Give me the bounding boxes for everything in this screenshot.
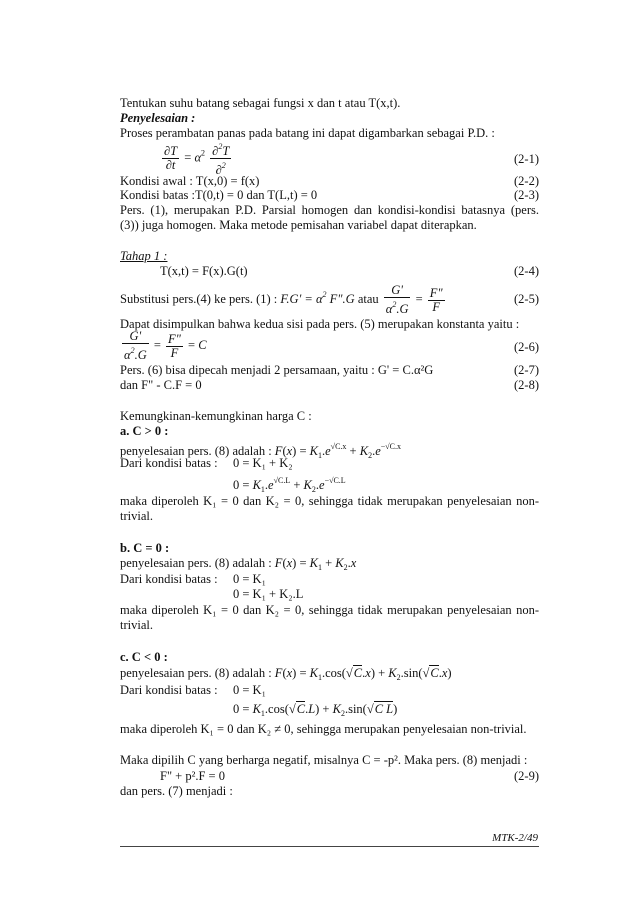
text-line: Dari kondisi batas : <box>120 456 218 470</box>
boundary-row <box>120 456 539 470</box>
footer-rule <box>120 846 539 847</box>
text-line: 0 = K₁ <box>233 683 266 697</box>
text-line: penyelesaian pers. (8) adalah : <box>120 666 272 680</box>
text-line: (3)) juga homogen. Maka metode pemisahan variabel dapat diterapkan. <box>120 218 477 232</box>
equation-constant: $\frac{G'}{\alpha^2.G}$ = $\frac{F"}{F}$ = C <box>124 329 207 362</box>
text-line: Pers. (6) bisa dipecah menjadi 2 persamaan, yaitu : G' = C.α²G <box>120 363 434 377</box>
equation-case-a: penyelesaian pers. (8) adalah : $F(x) = K_1.e^{√C.x} + K_2.e^{-√C.x}$ <box>120 442 401 460</box>
equation-case-b: penyelesaian pers. (8) adalah : $F(x) = K_1 + K_2.x$ <box>120 556 357 572</box>
case-heading: a. C > 0 : <box>120 424 169 438</box>
text-line: Kondisi batas :T(0,t) = 0 dan T(L,t) = 0 <box>120 188 318 202</box>
text-line: Dari kondisi batas : <box>120 572 218 586</box>
equation-case-c: penyelesaian pers. (8) adalah : $F(x) = K_1.\cos(√C.x) + K_2.\sin(√C.x)$ <box>120 666 452 682</box>
equation-line: $0 = K_1.\cos(√C.L) + K_2.\sin(√C$ L) <box>233 702 398 718</box>
text-line: Substitusi pers.(4) ke pers. (1) : <box>120 291 278 306</box>
text-line: Kondisi awal : T(x,0) = f(x) <box>120 174 260 188</box>
text-line: F" + p².F = 0 <box>160 769 225 783</box>
text-line: dan F" - C.F = 0 <box>120 378 202 392</box>
equation-number: (2-6) <box>514 340 539 354</box>
text-line: penyelesaian pers. (8) adalah : <box>120 444 272 458</box>
equation-number: (2-1) <box>514 152 539 166</box>
subsection-heading: Tahap 1 : <box>120 249 168 263</box>
equation-heat: $\frac{\partial T}{\partial t}$ = $\alpha^2$ $\frac{\partial^2T}{\partial^2}$ <box>164 142 230 177</box>
text-line: dan pers. (7) menjadi : <box>120 784 233 798</box>
text-line: trivial. <box>120 618 153 632</box>
text-line: maka diperoleh K₁ = 0 dan K₂ ≠ 0, sehingga merupakan penyelesaian non-trivial. <box>120 722 527 736</box>
text-line: penyelesaian pers. (8) adalah : <box>120 556 272 570</box>
equation-number: (2-8) <box>514 378 539 392</box>
equation-number: (2-2) <box>514 174 539 188</box>
boundary-row <box>120 683 539 697</box>
text-line: maka diperoleh K₁ = 0 dan K₂ = 0, sehingga tidak merupakan penyelesaian non- <box>120 494 539 508</box>
text-line: 0 = K₁ <box>233 572 266 586</box>
text-line: Dari kondisi batas : <box>120 683 218 697</box>
boundary-row <box>120 572 539 586</box>
equation-number: (2-9) <box>514 769 539 783</box>
equation-number: (2-3) <box>514 188 539 202</box>
text-line: Maka dipilih C yang berharga negatif, misalnya C = -p². Maka pers. (8) menjadi : <box>120 753 528 767</box>
text-line: T(x,t) = F(x).G(t) <box>160 264 248 278</box>
equation-number: (2-5) <box>514 292 539 306</box>
equation-number: (2-7) <box>514 363 539 377</box>
text-line: Dapat disimpulkan bahwa kedua sisi pada pers. (5) merupakan konstanta yaitu : <box>120 317 520 331</box>
text-line: 0 = K₁ + K₂.L <box>233 587 304 601</box>
equation-line: $0 = K_1.e^{√C.L} + K_2.e^{-√C.L}$ <box>233 476 346 494</box>
text-line: Kemungkinan-kemungkinan harga C : <box>120 409 312 423</box>
section-heading: Penyelesaian : <box>120 111 196 125</box>
text-line: 0 = K₁ + K₂ <box>233 456 293 470</box>
text-line: trivial. <box>120 509 153 523</box>
text-line: Pers. (1), merupakan P.D. Parsial homogen dan kondisi-kondisi batasnya (pers. <box>120 203 539 217</box>
equation-substitution: Substitusi pers.(4) ke pers. (1) : $F.G' = \alpha^2$ F".G atau $\frac{G'}{\alpha^2.G}$ = $\frac{F"}{F}$ <box>120 283 443 316</box>
page-footer: MTK-2/49 <box>492 832 538 844</box>
case-heading: b. C = 0 : <box>120 541 170 555</box>
text-line: maka diperoleh K₁ = 0 dan K₂ = 0, sehingga tidak merupakan penyelesaian non- <box>120 603 539 617</box>
case-heading: c. C < 0 : <box>120 650 168 664</box>
text-line: Proses perambatan panas pada batang ini dapat digambarkan sebagai P.D. : <box>120 126 495 140</box>
text-line: Tentukan suhu batang sebagai fungsi x dan t atau T(x,t). <box>120 96 401 110</box>
equation-number: (2-4) <box>514 264 539 278</box>
